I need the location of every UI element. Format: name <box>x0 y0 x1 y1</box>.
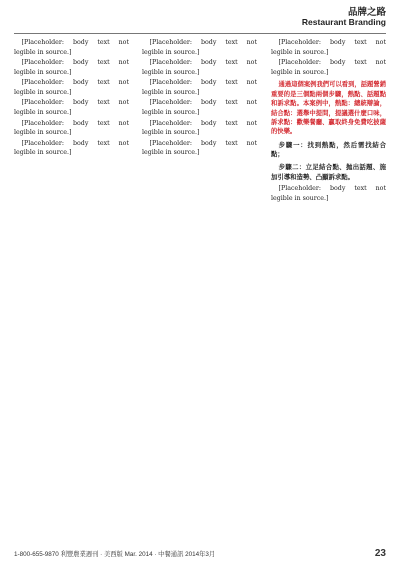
paragraph: [Placeholder: body text not legible in source.] <box>14 99 129 116</box>
paragraph: [Placeholder: body text not legible in source.] <box>142 139 257 157</box>
paragraph: [Placeholder: body text not legible in source.] <box>14 139 129 157</box>
highlight-summary: 通過這個案例我們可以看到，話題營銷重要的是三個點兩個步驟，熱點、話題點和訴求點。本案例中，熱點：總統辯論，結合點：選舉中提問，提議選什麼口味，訴求點：歡樂餐廳、贏取終身免費吃披薩的快樂。 <box>271 81 386 136</box>
paragraph: [Placeholder: body text not legible in source.] <box>142 99 257 116</box>
page-footer <box>14 548 386 560</box>
paragraph: [Placeholder: body text not legible in source.] <box>142 59 257 76</box>
paragraph: [Placeholder: body text not legible in source.] <box>271 59 386 76</box>
paragraph: [Placeholder: body text not legible in source.] <box>142 79 257 96</box>
page-header <box>302 8 386 27</box>
step-two-heading: 步驟二：立足結合點、抛出話題、施加引導和造勢、凸顯訴求點。 <box>271 163 386 181</box>
paragraph: [Placeholder: body text not legible in source.] <box>271 185 386 202</box>
paragraph: [Placeholder: body text not legible in source.] <box>14 119 129 137</box>
step-one-heading: 步驟一：找到熱點，然后需找結合點； <box>271 140 386 159</box>
article-column-2 <box>142 38 257 526</box>
paragraph: [Placeholder: body text not legible in source.] <box>14 59 129 76</box>
footer-publication-info: 1-800-655-9870 利豐農業週刊 · 美西版 Mar. 2014 · 中餐通訊 2014年3月 <box>14 551 216 558</box>
article-column-1 <box>14 38 129 526</box>
page-number: 23 <box>374 548 386 559</box>
paragraph: [Placeholder: body text not legible in source.] <box>142 39 257 56</box>
paragraph: [Placeholder: body text not legible in source.] <box>142 119 257 137</box>
paragraph: [Placeholder: body text not legible in source.] <box>14 79 129 96</box>
paragraph: [Placeholder: body text not legible in source.] <box>14 39 129 56</box>
section-title-cn: 品牌之路 <box>347 7 386 18</box>
section-title-en: Restaurant Branding <box>301 16 386 27</box>
article-column-3 <box>271 38 386 526</box>
header-rule <box>14 33 386 34</box>
paragraph: [Placeholder: body text not legible in source.] <box>271 39 386 56</box>
